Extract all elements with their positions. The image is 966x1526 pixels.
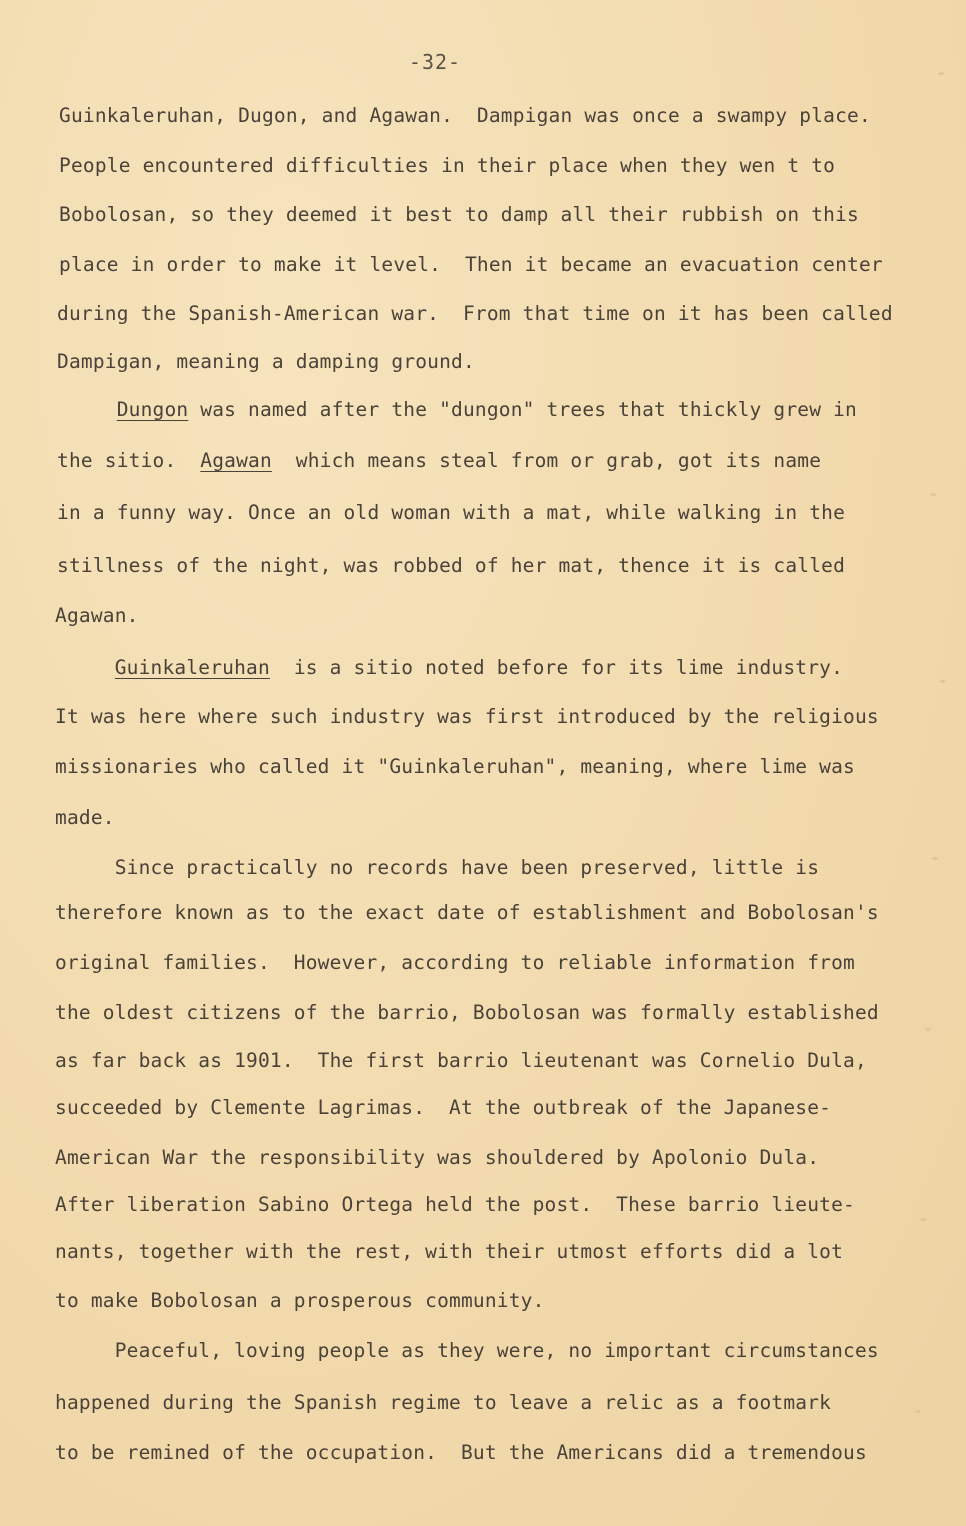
page-number: -32- — [408, 50, 462, 74]
text-line: place in order to make it level. Then it became an evacuation center — [59, 253, 883, 276]
text-line: missionaries who called it "Guinkaleruhan", meaning, where lime was — [55, 755, 855, 778]
text-line: original families. However, according to reliable information from — [55, 951, 855, 974]
text-line: Dampigan, meaning a damping ground. — [57, 350, 475, 373]
text-line: Dungon was named after the "dungon" trees that thickly grew in — [116, 398, 857, 421]
paper-speck — [915, 1410, 921, 1413]
paper-speck — [932, 857, 938, 860]
text-line: American War the responsibility was shouldered by Apolonio Dula. — [55, 1146, 820, 1169]
text-line: Peaceful, loving people as they were, no important circumstances — [55, 1339, 879, 1362]
text-line: made. — [55, 806, 115, 829]
text-line: People encountered difficulties in their place when they wen t to — [59, 154, 836, 177]
text-line: to make Bobolosan a prosperous community. — [55, 1289, 545, 1312]
paper-speck — [920, 1218, 926, 1221]
text-line: in a funny way. Once an old woman with a mat, while walking in the — [57, 501, 846, 524]
text-line: Bobolosan, so they deemed it best to damp all their rubbish on this — [59, 203, 859, 226]
paper-speck — [938, 72, 944, 75]
text-line: to be remined of the occupation. But the Americans did a tremendous — [55, 1441, 867, 1464]
text-line: nants, together with the rest, with their utmost efforts did a lot — [55, 1240, 844, 1263]
text-line: Since practically no records have been preserved, little is — [55, 856, 820, 879]
text-line: therefore known as to the exact date of establishment and Bobolosan's — [55, 901, 879, 924]
paper-speck — [930, 493, 936, 496]
text-line: as far back as 1901. The first barrio lieutenant was Cornelio Dula, — [55, 1049, 867, 1072]
paper-speck — [925, 1028, 931, 1031]
underlined-place-name: Dungon — [116, 398, 189, 421]
text-line: during the Spanish-American war. From that time on it has been called — [57, 302, 893, 325]
text-line: Guinkaleruhan, Dugon, and Agawan. Dampigan was once a swampy place. — [59, 104, 871, 127]
text-line: After liberation Sabino Ortega held the post. These barrio lieute- — [55, 1193, 855, 1216]
text-line: the sitio. Agawan which means steal from or grab, got its name — [57, 449, 822, 472]
text-line: the oldest citizens of the barrio, Bobolosan was formally established — [55, 1001, 879, 1024]
text-line: happened during the Spanish regime to leave a relic as a footmark — [55, 1391, 832, 1414]
text-line: succeeded by Clemente Lagrimas. At the outbreak of the Japanese- — [55, 1096, 832, 1119]
underlined-place-name: Agawan — [200, 449, 272, 472]
text-line: Guinkaleruhan is a sitio noted before for its lime industry. — [114, 656, 844, 679]
underlined-place-name: Guinkaleruhan — [114, 656, 270, 679]
paper-speck — [940, 680, 946, 683]
text-line: stillness of the night, was robbed of her mat, thence it is called — [57, 554, 846, 577]
text-line: It was here where such industry was first introduced by the religious — [55, 705, 879, 728]
text-line: Agawan. — [55, 604, 139, 627]
